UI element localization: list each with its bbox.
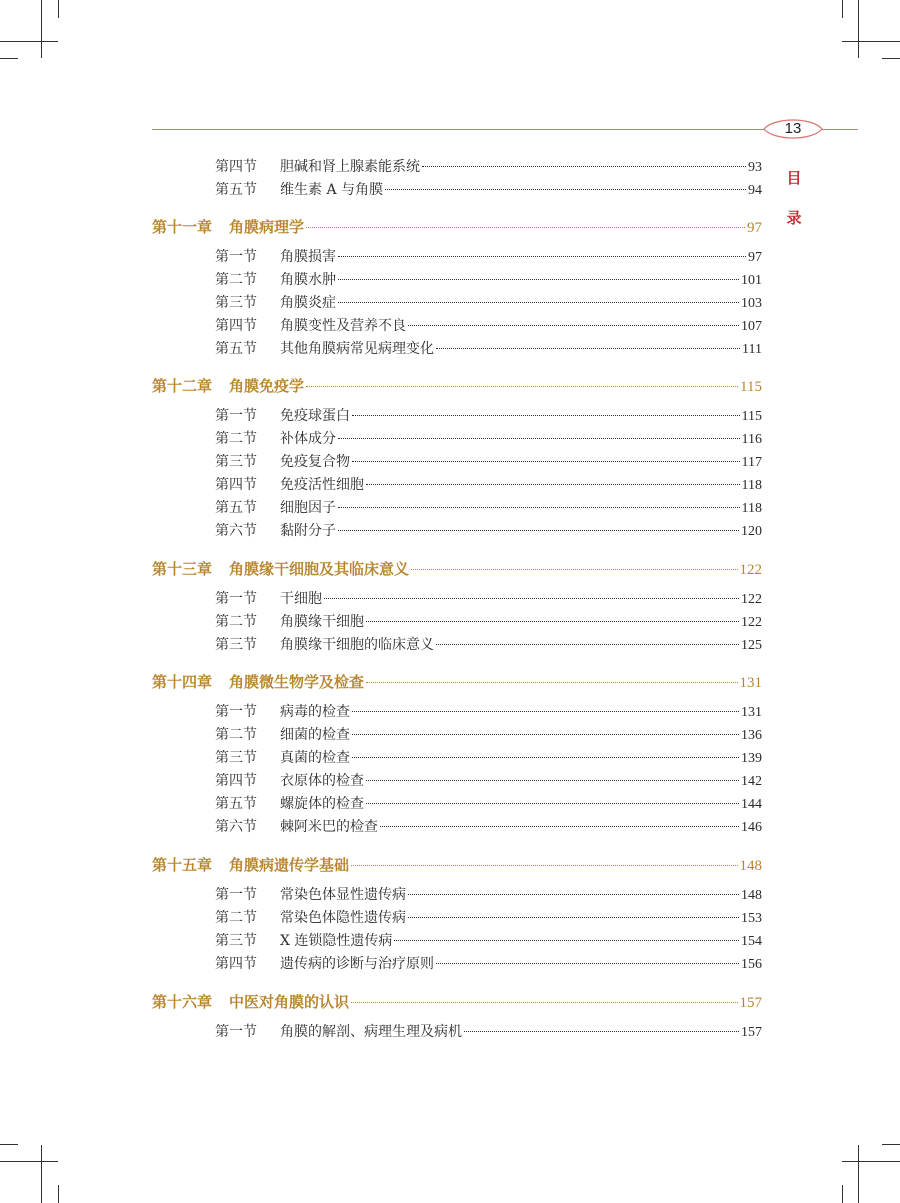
page-number: 146 <box>741 820 762 835</box>
toc-chapter-entry[interactable] <box>152 991 762 1013</box>
leader-dots <box>366 779 739 781</box>
section-number: 第三节 <box>215 295 257 311</box>
section-number: 第一节 <box>215 591 257 607</box>
toc-chapter-entry[interactable] <box>152 375 762 397</box>
leader-dots <box>366 483 740 485</box>
leader-dots <box>352 733 739 735</box>
toc-section-entry[interactable] <box>215 180 762 200</box>
leader-dots <box>338 529 739 531</box>
page-number: 122 <box>741 592 762 607</box>
section-title: 角膜变性及营养不良 <box>280 318 406 334</box>
leader-dots <box>351 864 737 866</box>
section-number: 第三节 <box>215 454 257 470</box>
leader-dots <box>408 916 739 918</box>
leader-dots <box>436 643 739 645</box>
side-label-char: 目 <box>786 169 802 187</box>
leader-dots <box>338 506 740 508</box>
leader-dots <box>408 893 739 895</box>
page-number: 94 <box>748 183 762 198</box>
leader-dots <box>324 597 739 599</box>
page-number: 116 <box>741 432 762 447</box>
page-number: 136 <box>741 728 762 743</box>
section-title: 棘阿米巴的检查 <box>280 819 378 835</box>
section-number: 第一节 <box>215 704 257 720</box>
toc-section-entry[interactable] <box>215 1022 762 1042</box>
section-title: 细胞因子 <box>280 500 336 516</box>
leader-dots <box>352 460 740 462</box>
section-title: 角膜炎症 <box>280 295 336 311</box>
section-title: 其他角膜病常见病理变化 <box>280 341 434 357</box>
section-number: 第三节 <box>215 750 257 766</box>
section-number: 第二节 <box>215 431 257 447</box>
toc-section-entry[interactable] <box>215 293 762 313</box>
chapter-number: 第十六章 <box>152 993 213 1011</box>
section-title: 细菌的检查 <box>280 727 350 743</box>
toc-section-entry[interactable] <box>215 429 762 449</box>
leader-dots <box>338 278 739 280</box>
section-title: 胆碱和肾上腺素能系统 <box>280 159 420 175</box>
section-number: 第三节 <box>215 637 257 653</box>
section-title: 角膜损害 <box>280 249 336 265</box>
page-number: 103 <box>741 296 762 311</box>
chapter-number: 第十二章 <box>152 377 213 395</box>
leader-dots <box>352 710 739 712</box>
section-number: 第二节 <box>215 614 257 630</box>
toc-section-entry[interactable] <box>215 908 762 928</box>
section-number: 第四节 <box>215 159 257 175</box>
page-number: 148 <box>741 888 762 903</box>
chapter-number: 第十五章 <box>152 856 213 874</box>
page-number: 144 <box>741 797 762 812</box>
section-number: 第四节 <box>215 318 257 334</box>
leader-dots <box>366 802 739 804</box>
page-number: 115 <box>741 409 762 424</box>
chapter-title: 中医对角膜的认识 <box>229 993 350 1011</box>
toc-section-entry[interactable] <box>215 885 762 905</box>
section-title: 遗传病的诊断与治疗原则 <box>280 956 434 972</box>
section-number: 第五节 <box>215 182 257 198</box>
section-number: 第五节 <box>215 341 257 357</box>
section-title: 常染色体隐性遗传病 <box>280 910 406 926</box>
toc-section-entry[interactable] <box>215 931 762 951</box>
page-number-badge <box>762 116 824 142</box>
leader-dots <box>436 962 739 964</box>
leader-dots <box>338 255 746 257</box>
page-number: 13 <box>784 120 802 137</box>
page-number: 122 <box>739 562 762 578</box>
leader-dots <box>306 385 738 387</box>
section-number: 第四节 <box>215 477 257 493</box>
page-number: 125 <box>741 638 762 653</box>
section-title: 病毒的检查 <box>280 704 350 720</box>
leader-dots <box>422 165 746 167</box>
leader-dots <box>464 1030 739 1032</box>
chapter-title: 角膜病理学 <box>229 218 305 236</box>
leader-dots <box>436 347 740 349</box>
leader-dots <box>366 620 739 622</box>
page-number: 153 <box>741 911 762 926</box>
section-number: 第一节 <box>215 887 257 903</box>
toc-chapter-entry[interactable] <box>152 216 762 238</box>
page-number: 97 <box>748 250 762 265</box>
page-number: 118 <box>741 478 762 493</box>
section-number: 第一节 <box>215 1024 257 1040</box>
toc-section-entry[interactable] <box>215 725 762 745</box>
chapter-title: 角膜免疫学 <box>229 377 305 395</box>
section-number: 第二节 <box>215 910 257 926</box>
section-number: 第六节 <box>215 819 257 835</box>
section-number: 第五节 <box>215 500 257 516</box>
toc-section-entry[interactable] <box>215 794 762 814</box>
section-title: 角膜的解剖、病理生理及病机 <box>280 1024 462 1040</box>
leader-dots <box>408 324 739 326</box>
chapter-number: 第十一章 <box>152 218 213 236</box>
leader-dots <box>352 414 740 416</box>
page-number: 122 <box>741 615 762 630</box>
toc-section-entry[interactable] <box>215 748 762 768</box>
toc-section-entry[interactable] <box>215 452 762 472</box>
toc-section-entry[interactable] <box>215 247 762 267</box>
page-number: 156 <box>741 957 762 972</box>
toc-section-entry[interactable] <box>215 521 762 541</box>
section-title: 免疫复合物 <box>280 454 350 470</box>
toc-section-entry[interactable] <box>215 702 762 722</box>
section-title: 衣原体的检查 <box>280 773 364 789</box>
page-number: 118 <box>741 501 762 516</box>
chapter-number: 第十四章 <box>152 673 213 691</box>
page-number: 157 <box>739 995 762 1011</box>
toc-section-entry[interactable] <box>215 406 762 426</box>
toc-section-entry[interactable] <box>215 771 762 791</box>
section-number: 第六节 <box>215 523 257 539</box>
section-title: 角膜缘干细胞的临床意义 <box>280 637 434 653</box>
section-title: 角膜缘干细胞 <box>280 614 364 630</box>
section-title: 螺旋体的检查 <box>280 796 364 812</box>
section-title: 角膜水肿 <box>280 272 336 288</box>
section-title: 免疫球蛋白 <box>280 408 350 424</box>
toc-chapter-entry[interactable] <box>152 854 762 876</box>
page-number: 120 <box>741 524 762 539</box>
page-number: 117 <box>741 455 762 470</box>
side-label-char: 录 <box>786 209 802 227</box>
section-title: 常染色体显性遗传病 <box>280 887 406 903</box>
page-number: 115 <box>740 379 762 395</box>
section-title: 真菌的检查 <box>280 750 350 766</box>
section-number: 第一节 <box>215 249 257 265</box>
toc-section-entry[interactable] <box>215 475 762 495</box>
leader-dots <box>385 188 746 190</box>
leader-dots <box>351 1001 737 1003</box>
section-number: 第五节 <box>215 796 257 812</box>
toc-section-entry[interactable] <box>215 270 762 290</box>
section-title: 干细胞 <box>280 591 322 607</box>
toc-section-entry[interactable] <box>215 589 762 609</box>
toc-section-entry[interactable] <box>215 817 762 837</box>
section-number: 第四节 <box>215 956 257 972</box>
page-number: 142 <box>741 774 762 789</box>
page-number: 101 <box>741 273 762 288</box>
toc-section-entry[interactable] <box>215 316 762 336</box>
section-number: 第二节 <box>215 272 257 288</box>
section-title: X 连锁隐性遗传病 <box>280 933 393 949</box>
section-number: 第一节 <box>215 408 257 424</box>
section-number: 第三节 <box>215 933 257 949</box>
leader-dots <box>366 681 737 683</box>
leader-dots <box>352 756 739 758</box>
leader-dots <box>380 825 739 827</box>
section-side-label <box>784 158 804 238</box>
toc-section-entry[interactable] <box>215 339 762 359</box>
toc-section-entry[interactable] <box>215 157 762 177</box>
page-number: 139 <box>741 751 762 766</box>
header-rule <box>152 129 858 130</box>
toc-chapter-entry[interactable] <box>152 671 762 693</box>
leader-dots <box>411 568 737 570</box>
section-number: 第四节 <box>215 773 257 789</box>
chapter-title: 角膜病遗传学基础 <box>229 856 350 874</box>
page-number: 154 <box>741 934 762 949</box>
toc-section-entry[interactable] <box>215 612 762 632</box>
toc-section-entry[interactable] <box>215 954 762 974</box>
page-number: 148 <box>739 858 762 874</box>
section-title: 维生素 A 与角膜 <box>280 182 384 198</box>
leader-dots <box>338 301 739 303</box>
leader-dots <box>338 437 740 439</box>
page-number: 93 <box>748 160 762 175</box>
chapter-title: 角膜微生物学及检查 <box>229 673 365 691</box>
toc-chapter-entry[interactable] <box>152 558 762 580</box>
section-title: 补体成分 <box>280 431 336 447</box>
chapter-number: 第十三章 <box>152 560 213 578</box>
leader-dots <box>394 939 739 941</box>
section-number: 第二节 <box>215 727 257 743</box>
chapter-title: 角膜缘干细胞及其临床意义 <box>229 560 410 578</box>
page-number: 111 <box>742 342 762 357</box>
page-number: 97 <box>747 220 762 236</box>
leader-dots <box>306 226 745 228</box>
section-title: 黏附分子 <box>280 523 336 539</box>
toc-section-entry[interactable] <box>215 635 762 655</box>
page-number: 157 <box>741 1025 762 1040</box>
page-number: 131 <box>739 675 762 691</box>
section-title: 免疫活性细胞 <box>280 477 364 493</box>
toc-section-entry[interactable] <box>215 498 762 518</box>
page-number: 131 <box>741 705 762 720</box>
page-number: 107 <box>741 319 762 334</box>
